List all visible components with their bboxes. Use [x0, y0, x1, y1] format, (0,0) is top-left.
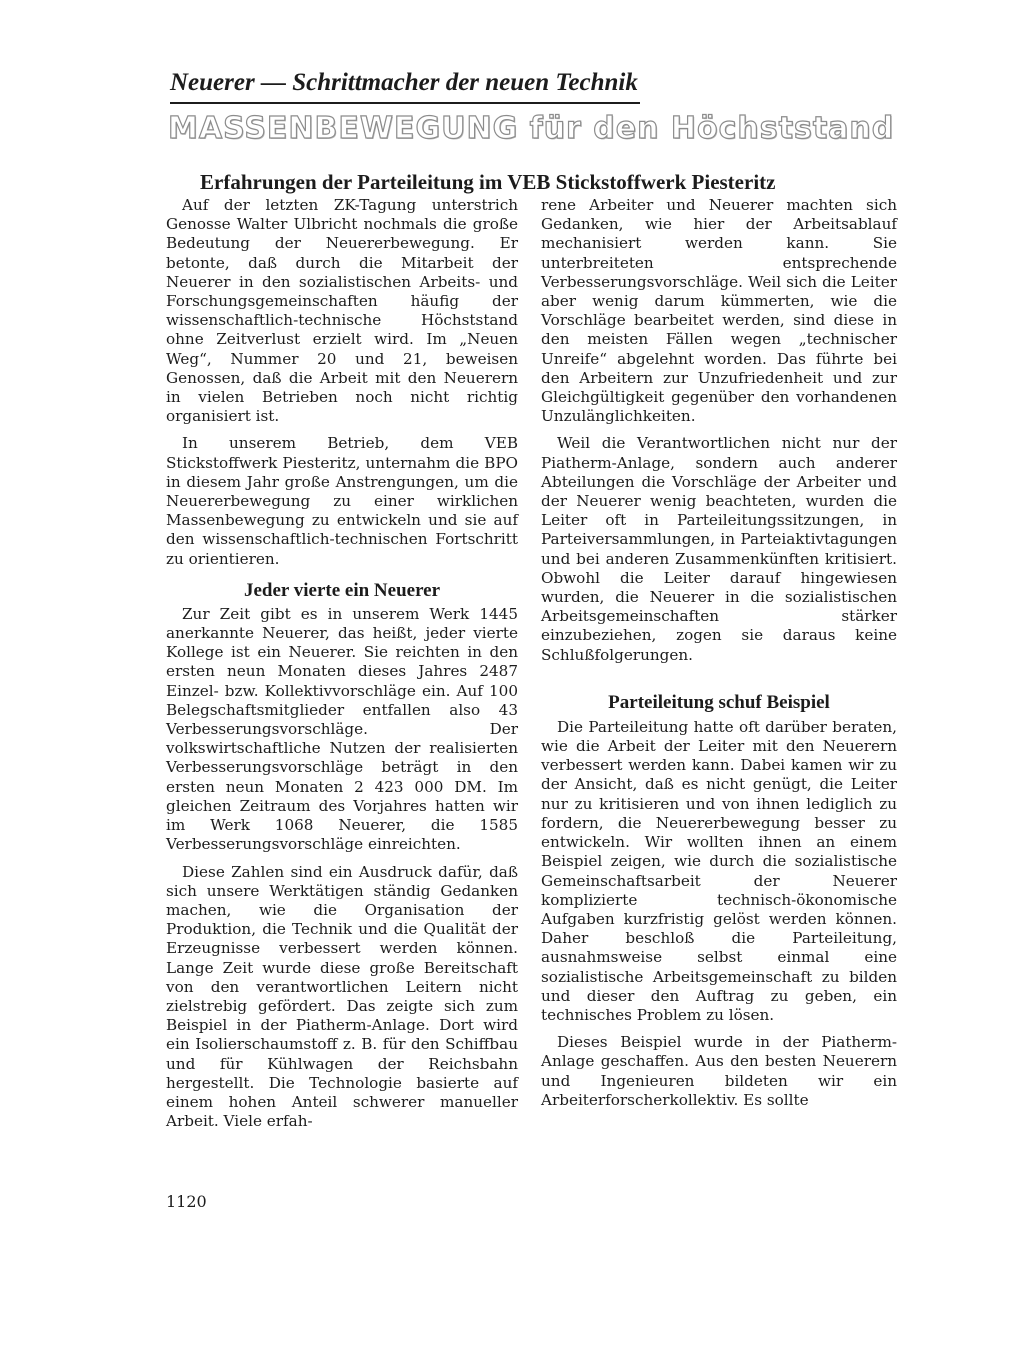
- section-heading: Parteileitung schuf Beispiel: [608, 691, 830, 713]
- page-number: 1120: [166, 1192, 207, 1211]
- paragraph: Die Parteileitung hatte oft darüber beraten, wie die Arbeit der Leiter mit den Neuerern verbessert werden kann. Dabei kamen wir zu der Ansicht, daß es nicht genügt, die Leiter nur zu kritisieren und von ihnen lediglich zu fordern, die Neuererbewegung besser zu entwickeln. Wir wollten ihnen an einem Beispiel zeigen, wie durch die sozialistische Gemeinschaftsarbeit der Neuerer komplizierte technisch-ökonomische Aufgaben kurzfristig gelöst werden können. Daher beschloß die Parteileitung, ausnahmsweise selbst einmal eine sozialistische Arbeitsgemeinschaft zu bilden und dieser den Auftrag zu geben, ein technisches Problem zu lösen.: [541, 717, 897, 1024]
- paragraph: Auf der letzten ZK-Tagung unterstrich Genosse Walter Ulbricht nochmals die große Bedeutung der Neuererbewegung. Er betonte, daß durch die Mitarbeit der Neuerer in den sozialistischen Arbeits- und Forschungsgemeinschaften häufig der wissenschaftlich-technische Höchststand ohne Zeitverlust erzielt wird. Im „Neuen Weg“, Nummer 20 und 21, beweisen Genossen, daß die Arbeit mit den Neuerern in vielen Betrieben noch nicht richtig organisiert ist.: [166, 196, 518, 426]
- right-column: [541, 196, 897, 1110]
- headline: MASSENBEWEGUNG für den Höchststand: [168, 111, 895, 146]
- paragraph: rene Arbeiter und Neuerer machten sich Gedanken, wie hier der Arbeitsablauf mechanisiert werden kann. Sie unterbreiteten entsprechende Verbesserungsvorschläge. Weil sich die Leiter aber wenig darum kümmerten, wie die Vorschläge bearbeitet werden, sind diese in den meisten Fällen wegen „technischer Unreife“ abgelehnt worden. Das führte bei den Arbeitern zur Unzufriedenheit und zur Gleichgültigkeit gegenüber den vorhandenen Unzulänglichkeiten.: [541, 196, 897, 426]
- paragraph: Dieses Beispiel wurde in der Piatherm-Anlage geschaffen. Aus den besten Neuerern und Ingenieuren bildeten wir ein Arbeiterforscherkollektiv. Es sollte: [541, 1033, 897, 1109]
- left-column: [166, 196, 518, 1131]
- paragraph: Diese Zahlen sind ein Ausdruck dafür, daß sich unsere Werktätigen ständig Gedanken machen, wie die Organisation der Produktion, die Technik und die Qualität der Erzeugnisse verbessert werden können. Lange Zeit wurde diese große Bereitschaft von den verantwortlichen Leitern nicht zielstrebig gefördert. Das zeigte sich zum Beispiel in der Piatherm-Anlage. Dort wird ein Isolierschaumstoff z. B. für den Schiffbau und für Kühlwagen der Reichsbahn hergestellt. Die Technologie basierte auf einem hohen Anteil schwerer manueller Arbeit. Viele erfah-: [166, 862, 518, 1131]
- section-heading: Jeder vierte ein Neuerer: [243, 579, 441, 601]
- paragraph: In unserem Betrieb, dem VEB Stickstoffwerk Piesteritz, unternahm die BPO in diesem Jahr große Anstrengungen, um die Neuererbewegung zu einer wirklichen Massenbewegung zu entwickeln und sie auf den wissenschaftlich-technischen Fortschritt zu orientieren.: [166, 434, 518, 568]
- article-subhead: Erfahrungen der Parteileitung im VEB Stickstoffwerk Piesteritz: [200, 170, 776, 194]
- series-kicker: Neuerer — Schrittmacher der neuen Technik: [170, 66, 640, 104]
- paragraph: Weil die Verantwortlichen nicht nur der Piatherm-Anlage, sondern auch anderer Abteilungen die Vorschläge der Arbeiter und der Neuerer wenig beachteten, wurden die Leiter oft in Parteileitungssitzungen, in Parteiversammlungen, in Parteiaktivtagungen und bei anderen Zusammenkünften kritisiert. Obwohl die Leiter darauf hingewiesen wurden, die Neuerer in die sozialistischen Arbeitsgemeinschaften stärker einzubeziehen, zogen sie daraus keine Schlußfolgerungen.: [541, 434, 897, 664]
- paragraph: Zur Zeit gibt es in unserem Werk 1445 anerkannte Neuerer, das heißt, jeder vierte Kollege ist ein Neuerer. Sie reichten in den ersten neun Monaten dieses Jahres 2487 Einzel- bzw. Kollektivvorschläge ein. Auf 100 Belegschaftsmitglieder entfallen also 43 Verbesserungsvorschläge. Der volkswirtschaftliche Nutzen der realisierten Verbesserungsvorschläge beträgt in den ersten neun Monaten 2 423 000 DM. Im gleichen Zeitraum des Vorjahres hatten wir im Werk 1068 Neuerer, die 1585 Verbesserungsvorschläge einreichten.: [166, 604, 518, 854]
